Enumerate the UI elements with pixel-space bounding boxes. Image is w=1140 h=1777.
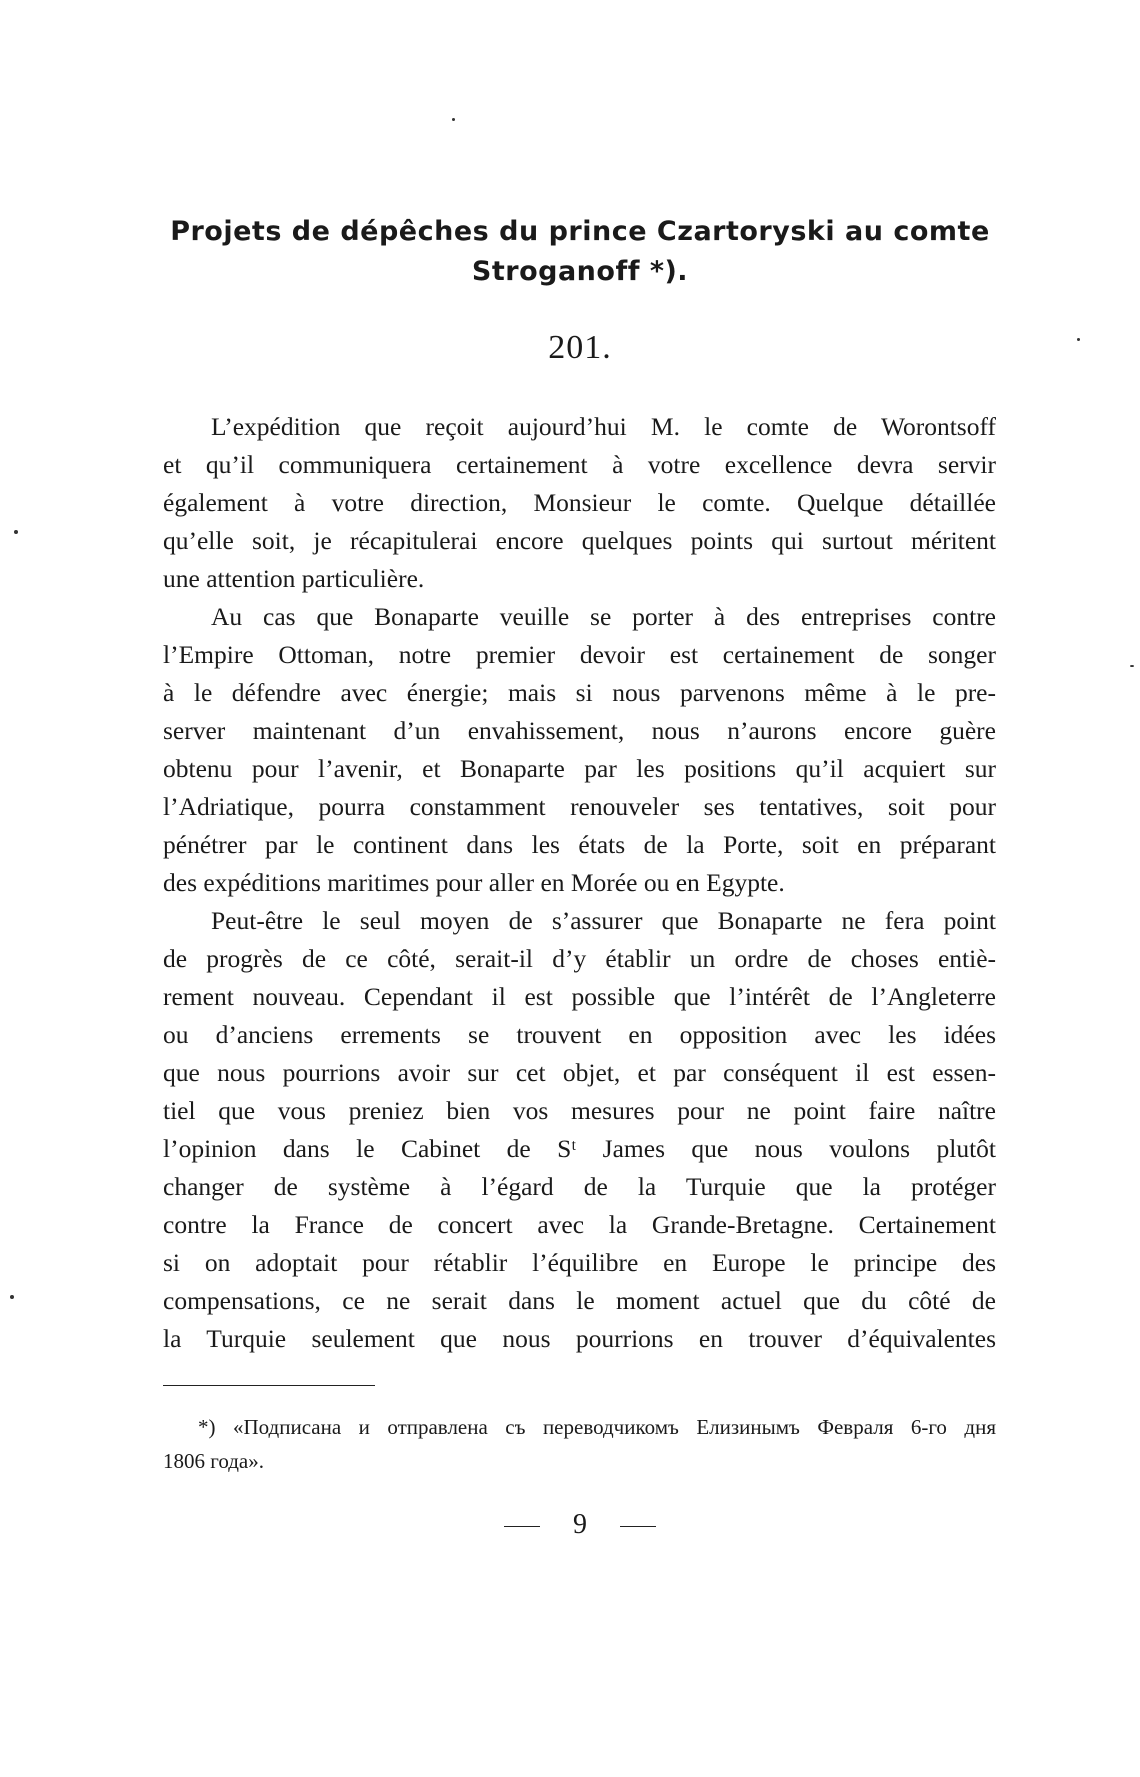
dash-right [620,1526,656,1527]
text-line: Au cas que Bonaparte veuille se porter à des entreprises contre [211,602,996,631]
dash-left [504,1526,540,1527]
document-title: Projets de dépêches du prince Czartoryski au comte Stroganoff *). [170,216,990,287]
scan-speck [14,530,18,534]
text-line: ou d’anciens errements se trouvent en opposition avec les idées [163,1020,996,1049]
text-line: l’opinion dans le Cabinet de Sᵗ James que nous voulons plutôt [163,1134,996,1163]
text-line: tiel que vous preniez bien vos mesures pour ne point faire naître [163,1096,996,1125]
text-line: si on adoptait pour rétablir l’équilibre en Europe le principe des [163,1248,996,1277]
paragraph-1 [163,408,996,598]
document-number: 201. [548,329,612,366]
body-text [163,408,996,1358]
text-line: qu’elle soit, je récapitulerai encore quelques points qui surtout méritent [163,526,996,555]
scan-speck [1077,338,1080,341]
text-line: de progrès de ce côté, serait-il d’y établir un ordre de choses entiè- [163,944,996,973]
scan-speck [1130,665,1134,667]
paragraph-2 [163,598,996,902]
paragraph-3 [163,902,996,1358]
text-line: contre la France de concert avec la Grande-Bretagne. Certainement [163,1210,996,1239]
page-number-value: 9 [573,1509,587,1540]
footnote-line: *) «Подписана и отправлена съ переводчикомъ Елизинымъ Февраля 6-го дня [198,1415,996,1439]
page-number [150,1505,1010,1545]
text-line: la Turquie seulement que nous pourrions en trouver d’équivalentes [163,1324,996,1353]
footnote [163,1410,996,1478]
scan-speck [452,118,455,121]
text-line: obtenu pour l’avenir, et Bonaparte par les positions qu’il acquiert sur [163,754,996,783]
text-line: et qu’il communiquera certainement à votre excellence devra servir [163,450,996,479]
text-line: également à votre direction, Monsieur le comte. Quelque détaillée [163,488,996,517]
text-line: pénétrer par le continent dans les états de la Porte, soit en préparant [163,830,996,859]
text-line: changer de système à l’égard de la Turquie que la protéger [163,1172,996,1201]
text-line: que nous pourrions avoir sur cet objet, et par conséquent il est essen- [163,1058,996,1087]
text-line: une attention particulière. [163,564,425,593]
text-line: L’expédition que reçoit aujourd’hui M. le comte de Worontsoff [211,412,996,441]
text-line: Peut-être le seul moyen de s’assurer que Bonaparte ne fera point [211,906,996,935]
text-line: rement nouveau. Cependant il est possible que l’intérêt de l’Angleterre [163,982,996,1011]
text-line: l’Empire Ottoman, notre premier devoir est certainement de songer [163,640,996,669]
scan-speck [10,1295,14,1299]
footnote-line: 1806 года». [163,1449,264,1473]
text-line: à le défendre avec énergie; mais si nous parvenons même à le pre- [163,678,996,707]
text-line: compensations, ce ne serait dans le moment actuel que du côté de [163,1286,996,1315]
footnote-divider [163,1385,375,1386]
text-line: server maintenant d’un envahissement, nous n’aurons encore guère [163,716,996,745]
text-line: l’Adriatique, pourra constamment renouveler ses tentatives, soit pour [163,792,996,821]
text-line: des expéditions maritimes pour aller en Morée ou en Egypte. [163,868,785,897]
